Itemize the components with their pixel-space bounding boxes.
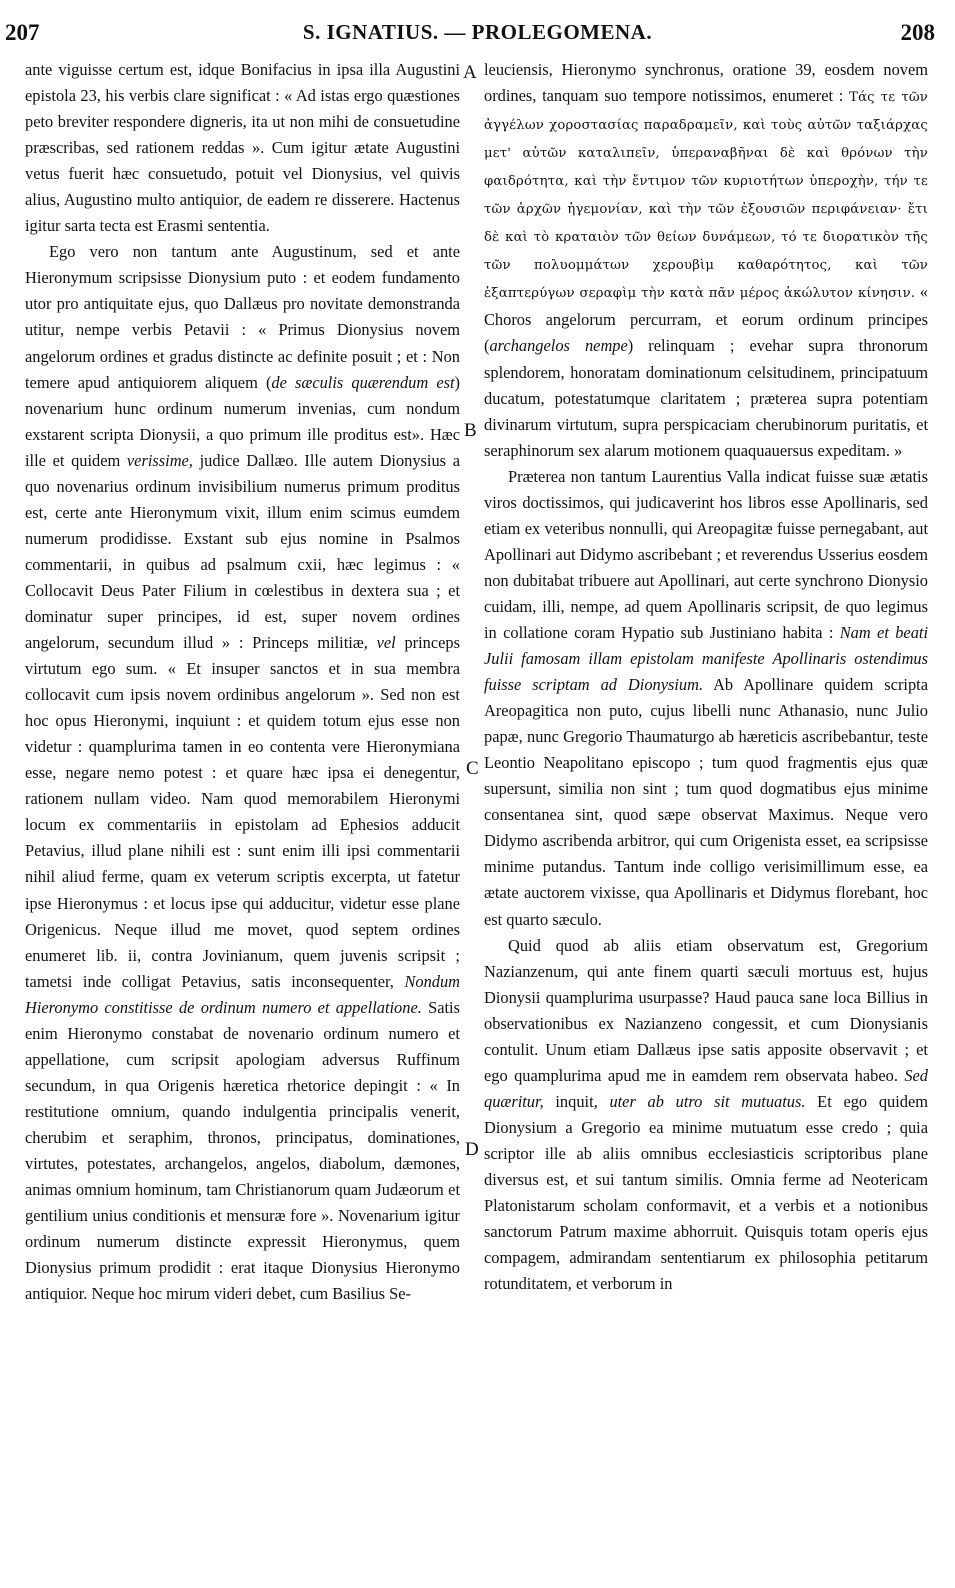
text-run: « Choros angelorum percurram, et eorum ordinum principes ( xyxy=(484,282,928,356)
page-number-left: 207 xyxy=(5,20,40,45)
left-paragraph-2 xyxy=(25,239,460,1307)
margin-marker-a: A xyxy=(463,62,477,83)
left-column xyxy=(25,57,460,1307)
margin-marker-b: B xyxy=(464,420,477,441)
right-paragraph-1 xyxy=(484,57,928,464)
margin-marker-d: D xyxy=(465,1139,479,1160)
italic-run: Nondum Hieronymo constitisse de ordinum numero et appellatione. xyxy=(25,971,460,1017)
text-run: inquit, xyxy=(543,1091,610,1111)
italic-run: de sæculis quærendum est xyxy=(271,372,455,392)
text-run: Ego vero non tantum ante Augustinum, sed et ante Hieronymum scripsisse Dionysium puto : et eodem fundamento utor pro antiquitate ejus, quo Dallæus pro novitate demonstranda utitur, nempe verbis Petavii : « Primus Dionysius novem angelorum ordines et gradus distincte ac definite posuit ; et : Non temere apud antiquiorem aliquem ( xyxy=(25,242,460,392)
text-run: Quid quod ab aliis etiam observatum est, Gregorium Nazianzenum, qui ante finem quarti sæculi mortuus est, hujus Dionysii quamplurima usurpasse? Haud pauca sane loca Billius in observationibus ex Nazianzeno congessit, et cum Dionysianis contulit. Unum etiam Dallæus ipse satis apposite observavit ; et ego quamplurima apud me in eamdem rem observata habeo. xyxy=(484,935,928,1085)
italic-run: archangelos nempe xyxy=(489,336,628,356)
right-paragraph-3 xyxy=(484,933,928,1298)
text-run: Satis enim Hieronymo constabat de novenario ordinum numero et appellatione, cum scripsit apologiam adversus Ruffinum secundum, in qua Origenis hæretica rhetorice depingit : « In restitutione omnium, quando indulgentia principalis venerit, cherubim et seraphim, thronos, principatus, dominationes, virtutes, potestates, archangelos, angelos, diabolum, dæmones, animas omnium hominum, tam Christianorum quam Judæorum et gentilium unius conditionis et mensuræ fore ». Novenarium igitur ordinum numerum distincte expressit Hieronymus, quem Dionysius primum prodidit : erat itaque Dionysius Hieronymo antiquior. Neque hoc mirum videri debet, cum Basilius Se- xyxy=(25,997,460,1304)
right-paragraph-2 xyxy=(484,464,928,933)
text-run: leuciensis, Hieronymo synchronus, oratione 39, eosdem novem ordines, tanquam suo tempore notissimos, enumeret : xyxy=(484,60,928,106)
italic-run: verissime, xyxy=(126,450,193,470)
italic-run: Sed quæritur, xyxy=(484,1065,928,1111)
text-run: ) novenarium hunc ordinum numerum invenias, cum nondum exstarent scripta Dionysii, a quo primum ille proditus est». Hæc ille et quidem xyxy=(25,372,461,470)
text-run: judice Dallæo. Ille autem Dionysius a quo novenarius ordinum invisibilium numerus primum proditus est, certe ante Hieronymum vixit, illum enim scimus eumdem numerum prodidisse. Exstant sub ejus nomine in Psalmos commentarii, in quibus ad psalmum cxii, hæc legimus : « Collocavit Deus Pater Filium in cœlestibus in dextera sua ; et dominatur super principes, id est, super novem ordines angelorum, secundum illud » : Princeps militiæ, xyxy=(25,450,460,653)
running-title: S. IGNATIUS. — PROLEGOMENA. xyxy=(302,20,653,44)
right-column xyxy=(484,57,928,1297)
page-number-right: 208 xyxy=(900,20,935,45)
margin-marker-c: C xyxy=(466,758,479,779)
text-run: princeps virtutum ego sum. « Et insuper sanctos et in sua membra collocavit cum ipsis novem ordinibus angelorum ». Sed non est hoc opus Hieronymi, inquiunt : et quidem totum ejus esse non videtur : quamplurima tamen in eo contenta vere Hieronymiana esse, negare nemo potest : et quare hæc ipsa ei denegentur, rationem nullam video. Nam quod memorabilem Hieronymi locum ex commentariis in epistolam ad Ephesios adducit Petavius, illud plane nihili est : sunt enim illi ipsi commentarii nihil aliud ferme, quam ex veterum scriptis excerpta, ut fatetur ipse Hieronymus : et locus ipse qui adducitur, videtur esse plane Origenicus. Neque illud me movet, quod septem ordines enumeret lib. ii, contra Jovinianum, quem juvenis scripsit ; tametsi inde colligat Petavius, satis inconsequenter, xyxy=(25,633,460,991)
text-run: Præterea non tantum Laurentius Valla indicat fuisse suæ ætatis viros doctissimos, qui judicaverint hos libros esse Apollinaris, sed etiam ex veteribus nonnulli, qui Areopagitæ fuisse pernegabant, aut Apollinari aut Didymo ascribebant ; et reverendus Usserius eosdem non dubitabat tribuere aut Apollinari, aut certe synchrono Dionysio cuidam, illi, nempe, ad quem Apollinaris scripsit, de quo legimus in collatione coram Hypatio sub Justiniano habita : xyxy=(484,466,928,642)
left-paragraph-1 xyxy=(25,57,460,239)
text-run: Et ego quidem Dionysium a Gregorio ea minime mutuatum esse credo ; quia scriptor ille ab aliis omnibus ecclesiasticis scriptoribus plane diversus est, et sui tantum similis. Omnia ferme ad Neotericam Platonistarum scholam conformavit, et a verbis et a notionibus sanctorum Patrum maxime abhorruit. Quisquis totam operis ejus compagem, admirandam sententiarum ex philosophia petitarum rotunditatem, et verborum in xyxy=(484,1091,928,1294)
italic-run: vel xyxy=(376,633,396,653)
text-run: ante viguisse certum est, idque Bonifacius in ipsa illa Augustini epistola 23, his verbis clare significat : « Ad istas ergo quæstiones peto breviter respondere digneris, ita ut non mihi de consuetudine præscribas, sed rationem reddas ». Cum igitur ætate Augustini vetus fuerit hæc consuetudo, potuit vel Dionysius, vel quivis alius, Augustino multo antiquior, de eadem re disserere. Hactenus igitur sarta tecta est Erasmi sententia. xyxy=(25,60,460,236)
greek-quotation: Τάς τε τῶν ἀγγέλων χοροστασίας παραδραμεῖν, καὶ τοὺς αὐτῶν ταξιάρχας μετ' αὐτῶν καταλιπεῖν, ὑπεραναβῆναι δὲ καὶ θρόνων τὴν φαιδρότητα, καὶ τὴν ἔντιμον τῶν κυριοτήτων ὑπεροχὴν, τήν τε τῶν ἀρχῶν ἡγεμονίαν, καὶ τὴν τῶν ἐξουσιῶν περιφάνειαν· ἔτι δὲ καὶ τὸ κραταιὸν τῶν θείων δυνάμεων, τό τε διορατικὸν τῆς τῶν πολυομμάτων χερουβὶμ καθαρότητος, καὶ τῶν ἑξαπτερύγων σεραφὶμ τὴν κατὰ πᾶν μέρος ἀκώλυτον κίνησιν. xyxy=(484,90,928,302)
text-run: ) relinquam ; evehar supra thronorum splendorem, honoratam dominationum celsitudinem, principatuum ducatum, potestatumque claritatem ; præterea supra potentiam divinarum virtutum, supra perspicaciam cherubinorum puritatis, et seraphinorum sex alarum motionem quaquauersus expeditam. » xyxy=(484,336,928,460)
italic-run: Nam et beati Julii famosam illam epistolam manifeste Apollinaris ostendimus fuisse scriptam ad Dionysium. xyxy=(484,622,929,695)
page-header xyxy=(0,0,955,56)
italic-run: uter ab utro sit mutuatus. xyxy=(609,1091,806,1111)
text-run: Ab Apollinare quidem scripta Areopagitica non puto, cujus libelli nunc Athanasio, nunc Julio papæ, nunc Gregorio Thaumaturgo ab hæreticis ascribebantur, teste Leontio Neapolitano episcopo ; tum quod fragmentis ejus quæ supersunt, similia non sint ; tum quod dogmatibus ejus minime consentanea sint, quod sæpe observat Maximus. Neque vero Didymo ascribenda arbitror, qui cum Origenista esset, ea scripsisse minime putandus. Tantum inde colligo verisimillimum esse, ea ætate auctorem vixisse, qua Apollinaris et Didymus florebant, hoc est quarto sæculo. xyxy=(484,675,928,929)
